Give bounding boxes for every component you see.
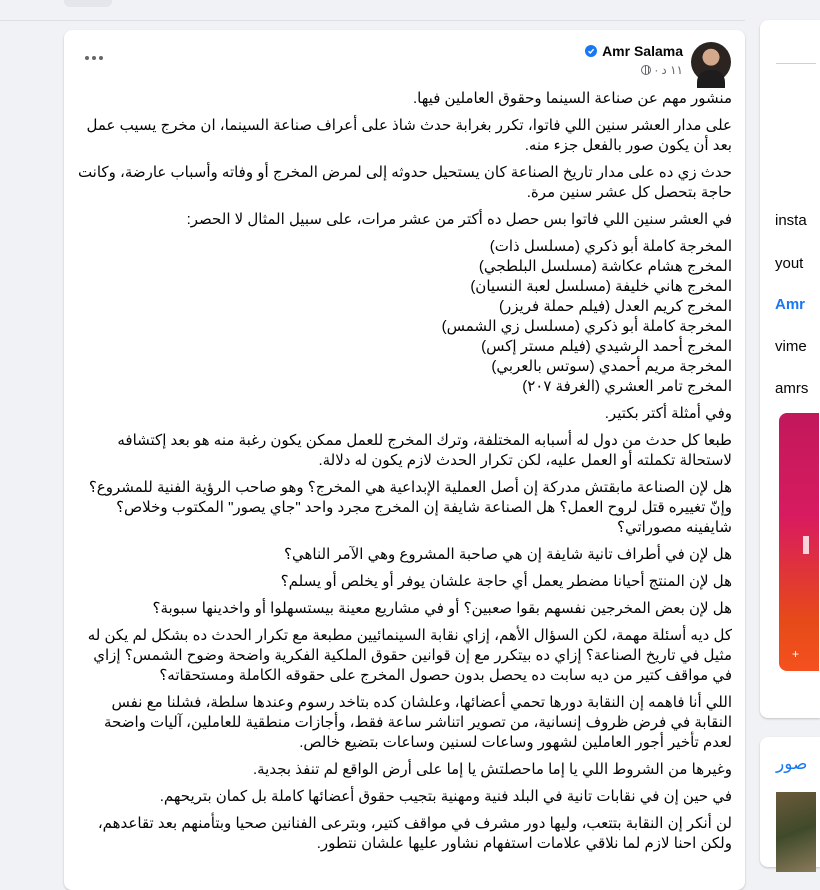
add-icon[interactable]: + [792,647,800,661]
photo-thumbnail[interactable] [776,792,816,872]
avatar-shirt [697,70,725,88]
more-options-icon [85,56,89,60]
post-paragraph: في حين إن في نقابات تانية في البلد فنية ومهنية بتجيب حقوق أعضائها كاملة بل كمان بتريحهم. [159,788,732,805]
post-paragraph: منشور مهم عن صناعة السينما وحقوق العاملين فيها. [413,90,732,107]
intro-panel [760,20,820,718]
post-paragraph: طبعا كل حدث من دول له أسبابه المختلفة، وترك المخرج للعمل ممكن يكون رغبة منه هو بعد إكتشافه لاستحالة تكملته أو العمل عليه، لكن تكرار الحدث لازم يكون له دلالة. [117,432,732,469]
link-youtube[interactable]: yout [775,255,804,272]
author-name[interactable]: Amr Salama [602,43,683,59]
globe-icon[interactable] [641,65,651,75]
post-paragraph: وفي أمثلة أكتر بكتير. [604,405,732,422]
post-meta [641,63,683,77]
post-paragraph: على مدار العشر سنين اللي فاتوا، تكرر بغرابة حدث شاذ على أعراف صناعة السينما، ان مخرج يسيب عمل بعد أن يكون صور بالفعل جزء منه. [86,117,732,154]
more-options-icon [92,56,96,60]
top-divider [0,20,745,21]
post-time[interactable]: ١١ د [661,63,683,77]
post-paragraph: وغيرها من الشروط اللي يا إما ماحصلتش يا إما على أرض الواقع لم تنفذ بجدية. [252,761,732,778]
verified-badge-icon [585,45,597,57]
author-avatar[interactable] [691,42,731,82]
photos-link[interactable]: صور [776,754,808,773]
post-paragraph: هل لإن المنتج أحيانا مضطر يعمل أي حاجة علشان يوفر أو يخلص أو يسلم؟ [280,573,732,590]
more-options-button[interactable] [80,48,108,68]
media-graphic [803,536,809,554]
top-tab[interactable] [64,0,112,7]
link-website[interactable]: amrs [775,380,809,397]
post-card [64,30,745,890]
photos-panel [760,737,820,867]
post-body [76,89,732,861]
meta-separator: · [654,63,659,77]
link-amr[interactable]: Amr [775,296,806,313]
director-list: المخرجة كاملة أبو ذكري (مسلسل ذات) المخرج هشام عكاشة (مسلسل البلطجي) المخرج هاني خليفة (مسلسل لعبة النسيان) المخرج كريم العدل (فيلم حملة فريزر) المخرجة كاملة أبو ذكري (مسلسل زي الشمس) المخرج أحمد الرشيدي (فيلم مستر إكس) المخرجة مريم أحمدي (سوتس بالعربي) المخرج تامر العشري (الغرفة ٢٠٧) [441,238,732,395]
post-paragraph: اللي أنا فاهمه إن النقابة دورها تحمي أعضائها، وعلشان كده بتاخد رسوم وعندها سلطة، فشلنا مع نفس النقابة في فرض ظروف إنسانية، من تصوير اتناشر ساعة فقط، وأجازات منطقية للعاملين، آليات واضحة لعدم تأخير أجور العاملين لشهور وساعات لسنين وساعات بتضيع خالص. [104,694,732,751]
post-paragraph: لن أنكر إن النقابة بتتعب، وليها دور مشرف في مواقف كتير، وبترعى الفنانين صحيا وبتأمنهم بعد تقاعدهم، ولكن احنا لازم لما نلاقي علامات استفهام نشاور عليها علشان نتطور. [97,815,732,852]
more-options-icon [99,56,103,60]
author-row [585,42,683,60]
link-instagram[interactable]: insta [775,212,807,229]
post-header [64,30,745,86]
featured-media[interactable] [779,413,819,671]
post-paragraph: هل لإن بعض المخرجين نفسهم بقوا صعبين؟ أو في مشاريع معينة بيستسهلوا أو واخدينها سبوبة؟ [152,600,732,617]
post-paragraph: حدث زي ده على مدار تاريخ الصناعة كان يستحيل حدوثه إلى لمرض المخرج أو وفاته وأسباب عارضة، وكانت حاجة بتحصل كل عشر سنين مرة. [77,164,732,201]
post-paragraph: في العشر سنين اللي فاتوا بس حصل ده أكتر من عشر مرات، على سبيل المثال لا الحصر: [186,211,732,228]
post-paragraph: هل لإن في أطراف تانية شايفة إن هي صاحبة المشروع وهي الآمر الناهي؟ [284,546,732,563]
intro-divider [776,63,816,64]
post-paragraph: كل ديه أسئلة مهمة، لكن السؤال الأهم، إزاي نقابة السينمائيين مطبعة مع تكرار الحدث ده بشكل لم يكن له مثيل في تاريخ الصناعة؟ إزاي ده بيتكرر مع إن قوانين حقوق الملكية الفكرية واضحة وضوح الشمس؟ إزاي في مواقف كتير من ديه سابت ده يحصل بدون حصول المخرج على حقوقه الكاملة ومستحقاته؟ [87,627,732,684]
post-paragraph: هل لإن الصناعة مابقتش مدركة إن أصل العملية الإبداعية هي المخرج؟ وهو صاحب الرؤية الفنية للمشروع؟ وإنّ تغييره قتل لروح العمل؟ هل الصناعة شايفة إن المخرج مجرد واحد "جاي يصور" المكتوب وخلاص؟ شايفينه مصوراتي؟ [88,479,732,536]
link-vimeo[interactable]: vime [775,338,807,355]
